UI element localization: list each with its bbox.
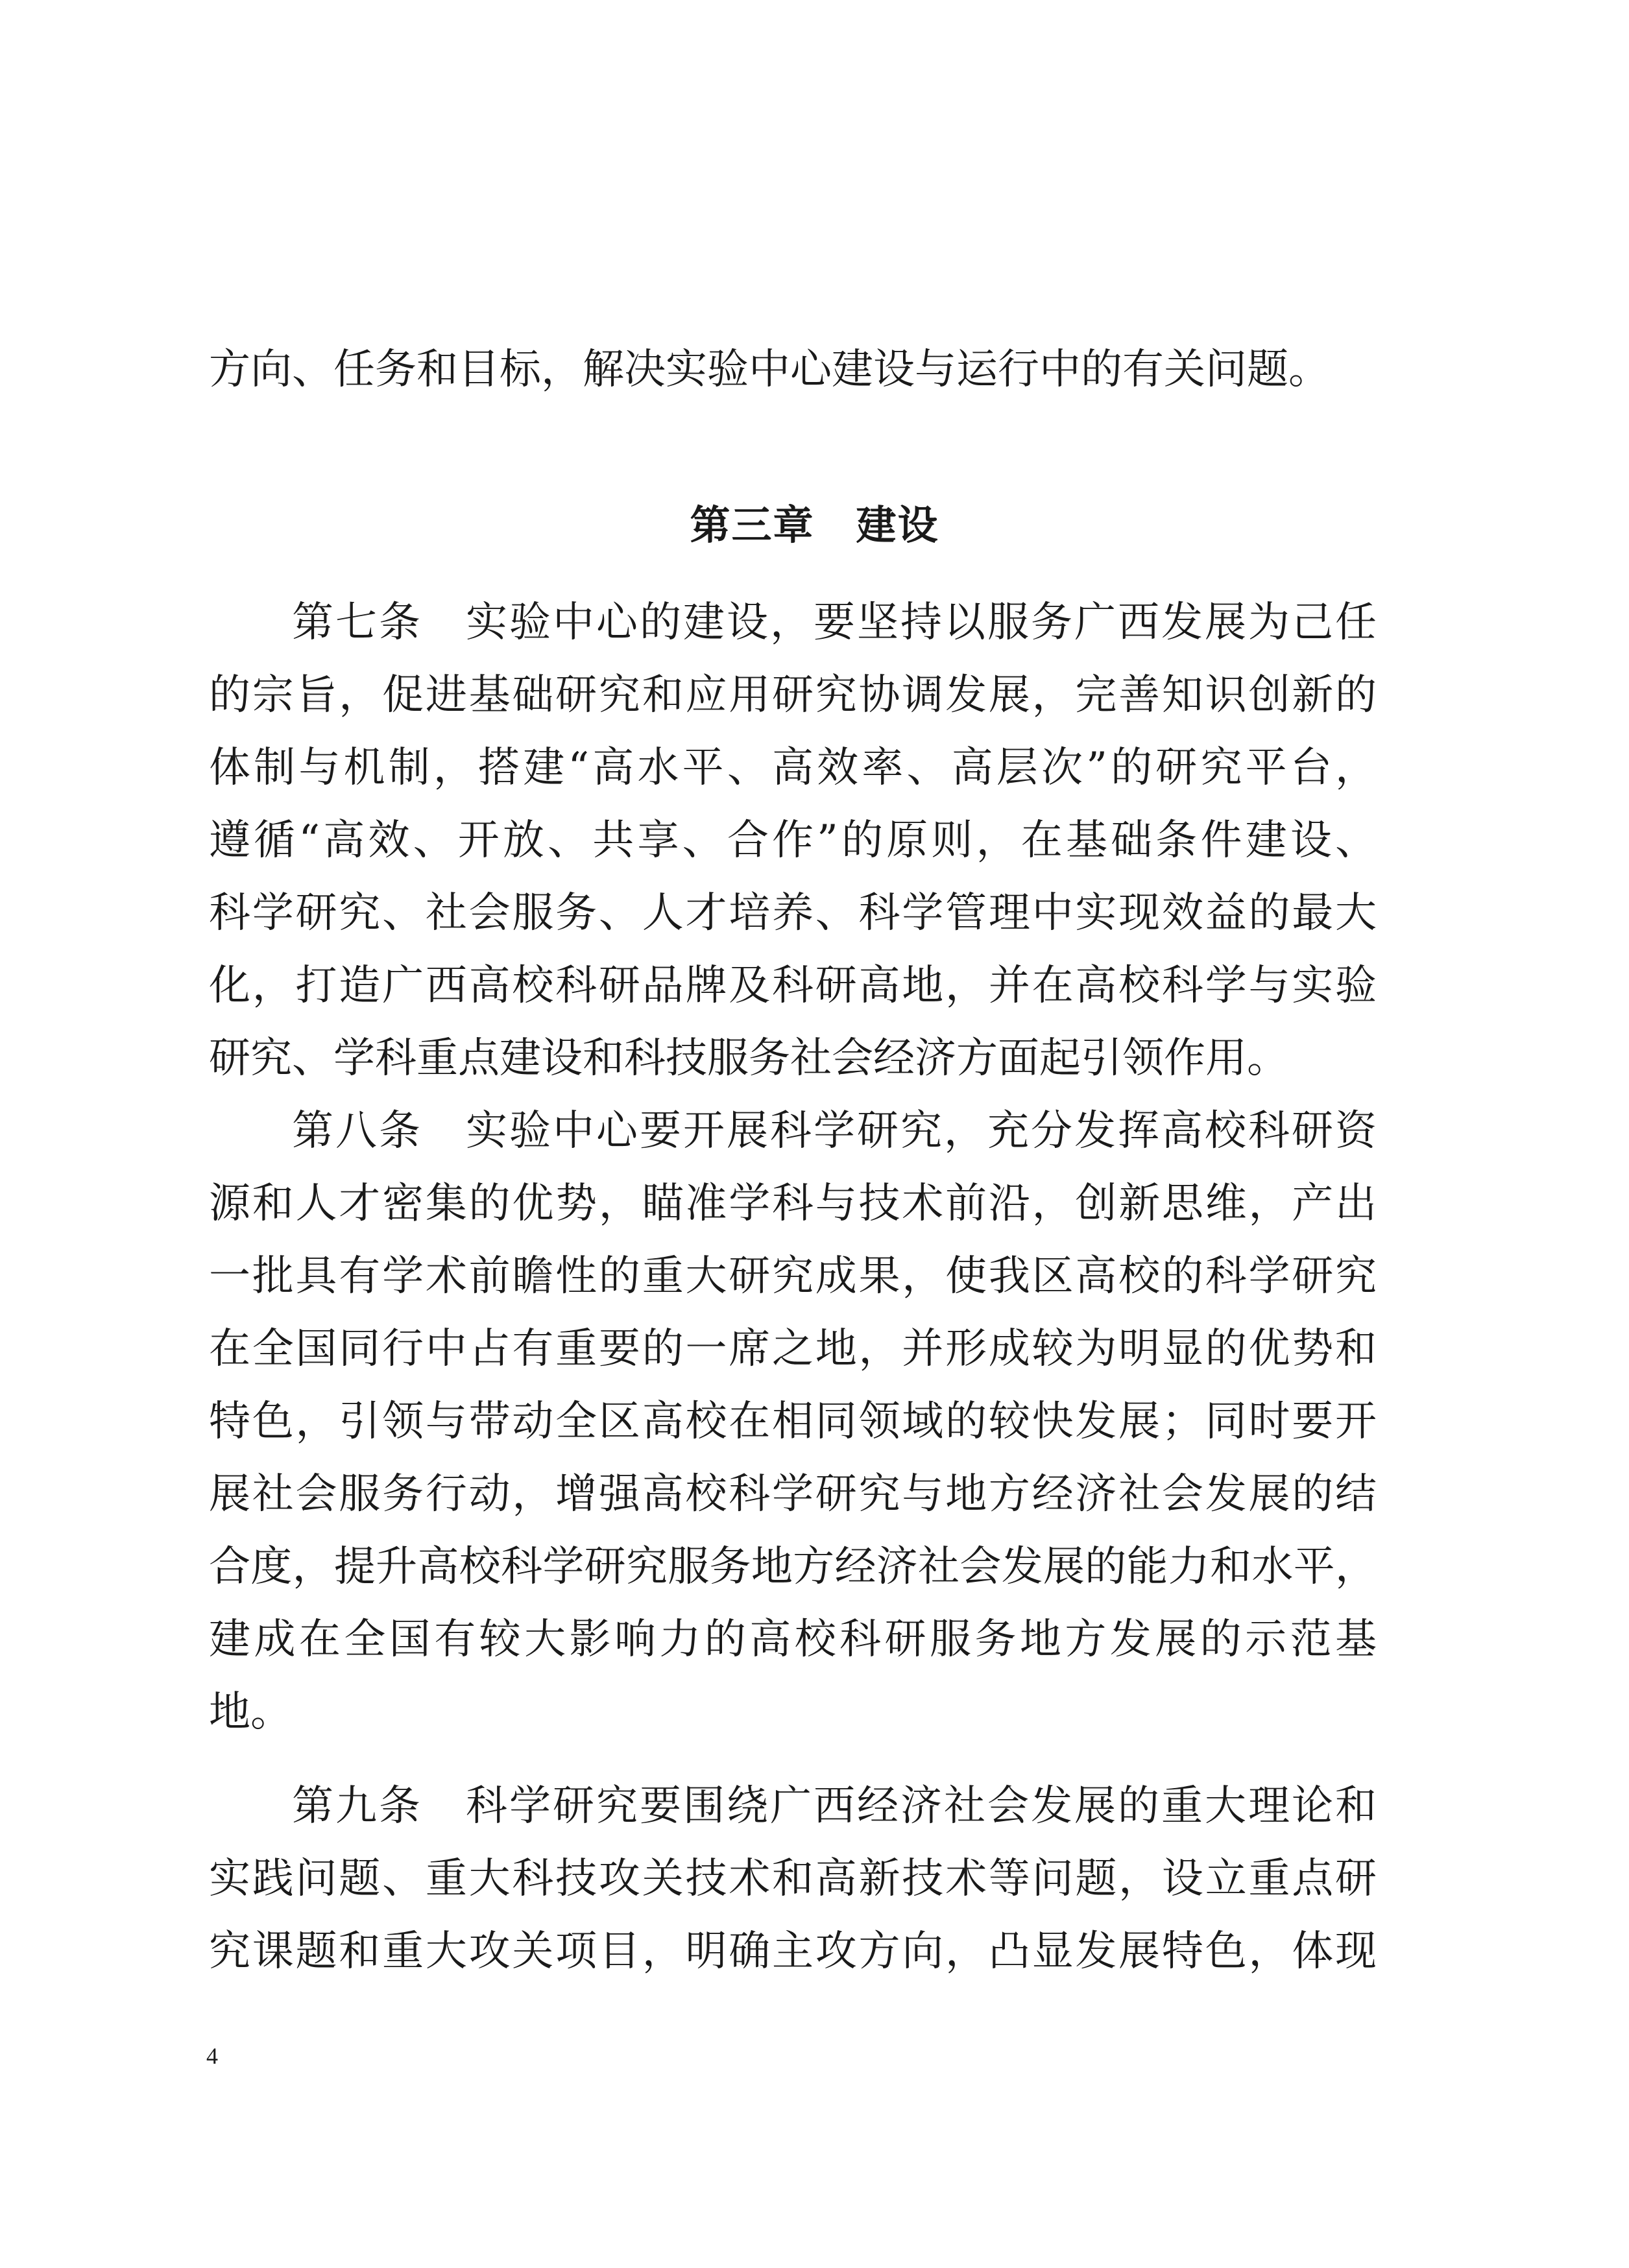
article-8-line: 在全国同行中占有重要的一席之地，并形成较为明显的优势和 (209, 1325, 1377, 1373)
article-8-line: 建成在全国有较大影响力的高校科研服务地方发展的示范基 (209, 1616, 1377, 1664)
chapter-heading: 第三章 建设 (690, 501, 939, 549)
article-8-line: 合度，提升高校科学研究服务地方经济社会发展的能力和水平， (209, 1543, 1377, 1591)
article-7-line: 遵循“高效、开放、共享、合作”的原则，在基础条件建设、 (209, 817, 1377, 865)
paragraph-line: 方向、任务和目标，解决实验中心建设与运行中的有关问题。 (209, 346, 1330, 394)
article-8-line: 特色，引领与带动全区高校在相同领域的较快发展；同时要开 (209, 1398, 1377, 1446)
article-8-line: 地。 (209, 1688, 292, 1736)
article-8-line: 第八条 实验中心要开展科学研究，充分发挥高校科研资 (292, 1107, 1377, 1155)
article-7-line: 第七条 实验中心的建设，要坚持以服务广西发展为己任 (292, 599, 1377, 647)
article-8-line: 源和人才密集的优势，瞄准学科与技术前沿，创新思维，产出 (209, 1180, 1377, 1228)
article-7-line: 的宗旨，促进基础研究和应用研究协调发展，完善知识创新的 (209, 671, 1377, 719)
article-7-line: 体制与机制，搭建“高水平、高效率、高层次”的研究平台， (209, 744, 1377, 792)
article-9-line: 实践问题、重大科技攻关技术和高新技术等问题，设立重点研 (209, 1855, 1377, 1903)
article-9-line: 究课题和重大攻关项目，明确主攻方向，凸显发展特色，体现 (209, 1928, 1377, 1976)
article-7-line: 化，打造广西高校科研品牌及科研高地，并在高校科学与实验 (209, 962, 1377, 1010)
article-9-line: 第九条 科学研究要围绕广西经济社会发展的重大理论和 (292, 1782, 1377, 1830)
article-8-line: 展社会服务行动，增强高校科学研究与地方经济社会发展的结 (209, 1470, 1377, 1518)
article-7-line: 研究、学科重点建设和科技服务社会经济方面起引领作用。 (209, 1034, 1288, 1082)
page-number: 4 (206, 2043, 218, 2069)
article-7-line: 科学研究、社会服务、人才培养、科学管理中实现效益的最大 (209, 889, 1377, 937)
article-8-line: 一批具有学术前瞻性的重大研究成果，使我区高校的科学研究 (209, 1252, 1377, 1300)
